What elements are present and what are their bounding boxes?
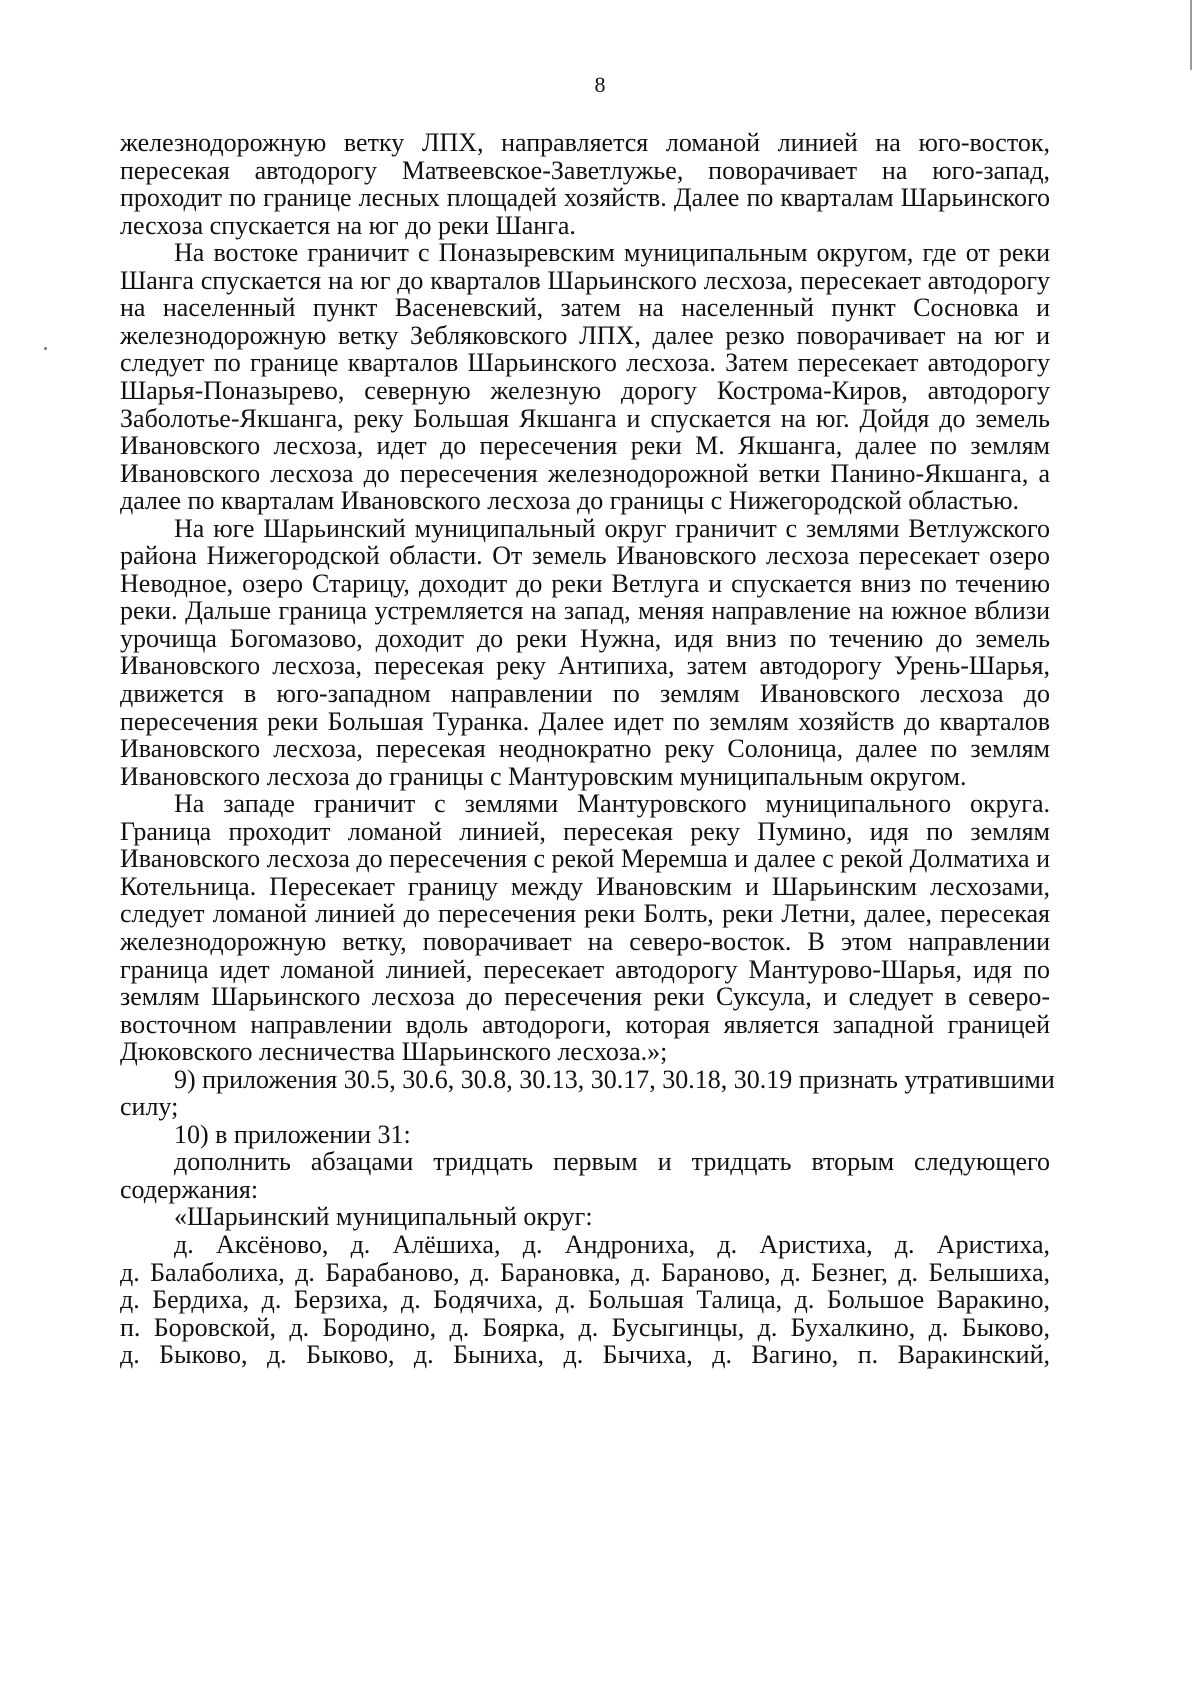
page-number: 8 (594, 72, 606, 97)
text-line: следует по границе кварталов Шарьинского лесхоза. Затем пересекает автодорогу (120, 348, 1050, 377)
text-line: Ивановского лесхоза до пересечения с рекой Меремша и далее с рекой Долматиха и (120, 844, 1050, 873)
text-line: движется в юго-западном направлении по землям Ивановского лесхоза до (120, 679, 1050, 708)
text-line: Ивановского лесхоза, идет до пересечения реки М. Якшанга, далее по землям (120, 431, 1050, 460)
text-line: Шарья-Поназырево, северную железную дорогу Кострома-Киров, автодорогу (120, 376, 1050, 405)
text-line: землям Шарьинского лесхоза до пересечения реки Суксула, и следует в северо- (120, 982, 1050, 1011)
text-line: пересечения реки Большая Туранка. Далее идет по землям хозяйств до кварталов (120, 707, 1050, 736)
text-line: района Нижегородской области. От земель Ивановского лесхоза пересекает озеро (120, 541, 1050, 570)
text-line: пересекая автодорогу Матвеевское-Заветлужье, поворачивает на юго-запад, (120, 156, 1050, 185)
text-line: дополнить абзацами тридцать первым и тридцать вторым следующего (174, 1147, 1050, 1176)
text-line: железнодорожную ветку, поворачивает на северо-восток. В этом направлении (120, 927, 1050, 956)
text-line: д. Быково, д. Быково, д. Быниха, д. Бычиха, д. Вагино, п. Варакинский, (120, 1340, 1050, 1369)
text-line: Шанга спускается на юг до кварталов Шарьинского лесхоза, пересекает автодорогу (120, 266, 1050, 295)
text-line: Ивановского лесхоза до границы с Мантуровским муниципальным округом. (120, 762, 967, 791)
text-line: Неводное, озеро Старицу, доходит до реки Ветлуга и спускается вниз по течению (120, 569, 1050, 598)
text-line: Граница проходит ломаной линией, пересекая реку Пумино, идя по землям (120, 817, 1050, 846)
text-line: восточном направлении вдоль автодороги, которая является западной границей (120, 1010, 1050, 1039)
text-line: железнодорожную ветку ЛПХ, направляется ломаной линией на юго-восток, (120, 128, 1050, 157)
text-line: Ивановского лесхоза до пересечения железнодорожной ветки Панино-Якшанга, а (120, 459, 1050, 488)
text-line: проходит по границе лесных площадей хозяйств. Далее по кварталам Шарьинского (120, 183, 1050, 212)
text-line: п. Боровской, д. Бородино, д. Боярка, д. Бусыгинцы, д. Бухалкино, д. Быково, (120, 1313, 1050, 1342)
scan-speck (44, 347, 47, 350)
text-line: «Шарьинский муниципальный округ: (174, 1202, 593, 1231)
text-line: реки. Дальше граница устремляется на запад, меняя направление на южное вблизи (120, 596, 1050, 625)
text-line: на населенный пункт Васеневский, затем на населенный пункт Сосновка и (120, 293, 1050, 322)
text-line: д. Аксёново, д. Алёшиха, д. Андрониха, д. Аристиха, д. Аристиха, (174, 1230, 1050, 1259)
text-line: урочища Богомазово, доходит до реки Нужна, идя вниз по течению до земель (120, 624, 1050, 653)
text-line: силу; (120, 1092, 179, 1121)
text-line: лесхоза спускается на юг до реки Шанга. (120, 211, 576, 240)
text-line: На юге Шарьинский муниципальный округ граничит с землями Ветлужского (174, 514, 1050, 543)
text-line: Заболотье-Якшанга, реку Большая Якшанга и спускается на юг. Дойдя до земель (120, 404, 1050, 433)
text-line: железнодорожную ветку Зебляковского ЛПХ, далее резко поворачивает на юг и (120, 321, 1050, 350)
text-line: 9) приложения 30.5, 30.6, 30.8, 30.13, 30.17, 30.18, 30.19 признать утратившими (174, 1065, 1055, 1094)
text-line: На западе граничит с землями Мантуровского муниципального округа. (174, 789, 1050, 818)
text-line: д. Балаболиха, д. Барабаново, д. Барановка, д. Бараново, д. Безнег, д. Белышиха, (120, 1258, 1050, 1287)
text-line: Котельница. Пересекает границу между Ивановским и Шарьинским лесхозами, (120, 872, 1050, 901)
text-line: д. Бердиха, д. Берзиха, д. Бодячиха, д. Большая Талица, д. Большое Варакино, (120, 1285, 1050, 1314)
text-line: граница идет ломаной линией, пересекает автодорогу Мантурово-Шарья, идя по (120, 955, 1050, 984)
scan-edge-mark (1190, 0, 1192, 70)
text-line: Дюковского лесничества Шарьинского лесхоза.»; (120, 1037, 668, 1066)
text-line: содержания: (120, 1175, 259, 1204)
text-line: На востоке граничит с Поназыревским муниципальным округом, где от реки (174, 238, 1050, 267)
text-line: Ивановского лесхоза, пересекая реку Антипиха, затем автодорогу Урень-Шарья, (120, 651, 1050, 680)
text-line: следует ломаной линией до пересечения реки Болть, реки Летни, далее, пересекая (120, 899, 1050, 928)
text-line: Ивановского лесхоза, пересекая неоднократно реку Солоница, далее по землям (120, 734, 1050, 763)
text-line: 10) в приложении 31: (174, 1120, 411, 1149)
text-line: далее по кварталам Ивановского лесхоза до границы с Нижегородской областью. (120, 486, 1020, 515)
